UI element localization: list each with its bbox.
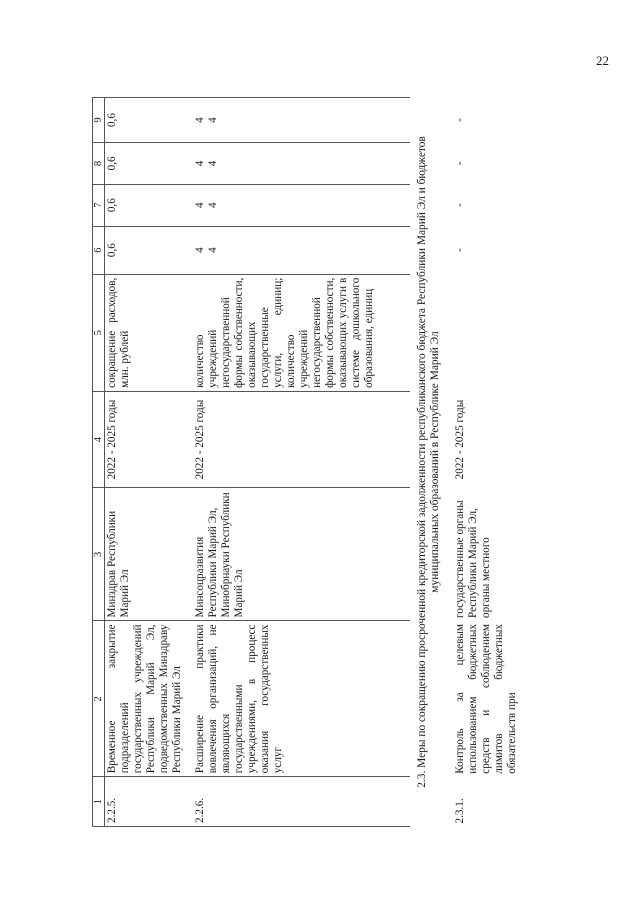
column-header: 8 bbox=[93, 143, 105, 185]
table-row bbox=[186, 98, 410, 827]
rotated-table-page bbox=[92, 97, 617, 827]
executor-cell: Минздрав Республики Марий Эл bbox=[105, 488, 187, 621]
period-cell: 2022 - 2025 годы bbox=[105, 391, 187, 487]
value-cell: - bbox=[454, 203, 466, 208]
column-header: 2 bbox=[93, 621, 105, 777]
row-number: 2.2.6. bbox=[186, 777, 410, 827]
row-number: 2.3.1. bbox=[454, 798, 466, 824]
value-cell: 0,6 bbox=[105, 98, 187, 143]
value-cell: 0,6 bbox=[105, 143, 187, 185]
value-cell: 0,6 bbox=[105, 226, 187, 274]
value-cell: - bbox=[454, 118, 466, 122]
page-number: 22 bbox=[596, 53, 609, 68]
section-heading-row bbox=[410, 98, 446, 827]
indicator-cell: количество учреждений негосударственной формы собственности, оказывающих государственные услуги, единиц; количество учреждений негосударственной формы собственности, оказывающих услуги в системе дошкольного образования, единиц bbox=[186, 274, 410, 391]
period-cell: 2022 - 2025 годы bbox=[186, 391, 410, 487]
value-cell: 4 4 bbox=[186, 98, 410, 143]
row-number: 2.2.5. bbox=[105, 777, 187, 827]
measure-cell: Контроль за целевым использованием бюджетных средств и соблюдением лимитов бюджетных обязательств при bbox=[454, 623, 518, 774]
period-cell: 2022 - 2025 годы bbox=[454, 399, 466, 480]
table-row bbox=[446, 98, 520, 827]
value-cell: 4 4 bbox=[186, 184, 410, 226]
column-header: 7 bbox=[93, 184, 105, 226]
column-header: 5 bbox=[93, 274, 105, 391]
measure-cell: Расширение практики вовлечения организаций, не являющихся государственными учреждениями, в процесс оказания государственных услуг bbox=[186, 621, 410, 777]
executor-cell: государственные органы Республики Марий Эл, органы местного bbox=[454, 500, 492, 618]
value-cell: 0,6 bbox=[105, 184, 187, 226]
measures-table bbox=[92, 97, 520, 827]
table-header-row bbox=[93, 98, 105, 827]
column-header: 3 bbox=[93, 488, 105, 621]
section-title: 2.3. Меры по сокращению просроченной кредиторской задолженности республиканского бюджета Республики Марий Эл и бюджетов муниципальных образований в Республике Марий Эл bbox=[416, 136, 441, 788]
value-cell: - bbox=[454, 161, 466, 166]
indicator-cell bbox=[446, 274, 520, 391]
value-cell: 4 4 bbox=[186, 226, 410, 274]
column-header: 6 bbox=[93, 226, 105, 274]
measure-cell: Временное закрытие подразделений государственных учреждений Республики Марий Эл, подведомственных Минздраву Республики Марий Эл bbox=[105, 621, 187, 777]
table-row bbox=[105, 98, 187, 827]
executor-cell: Минсоцразвития Республики Марий Эл, Минобрнауки Республики Марий Эл bbox=[186, 488, 410, 621]
indicator-cell: сокращение расходов, млн. рублей bbox=[105, 274, 187, 391]
value-cell: - bbox=[454, 248, 466, 252]
value-cell: 4 4 bbox=[186, 143, 410, 185]
column-header: 9 bbox=[93, 98, 105, 143]
column-header: 4 bbox=[93, 391, 105, 487]
column-header: 1 bbox=[93, 777, 105, 827]
